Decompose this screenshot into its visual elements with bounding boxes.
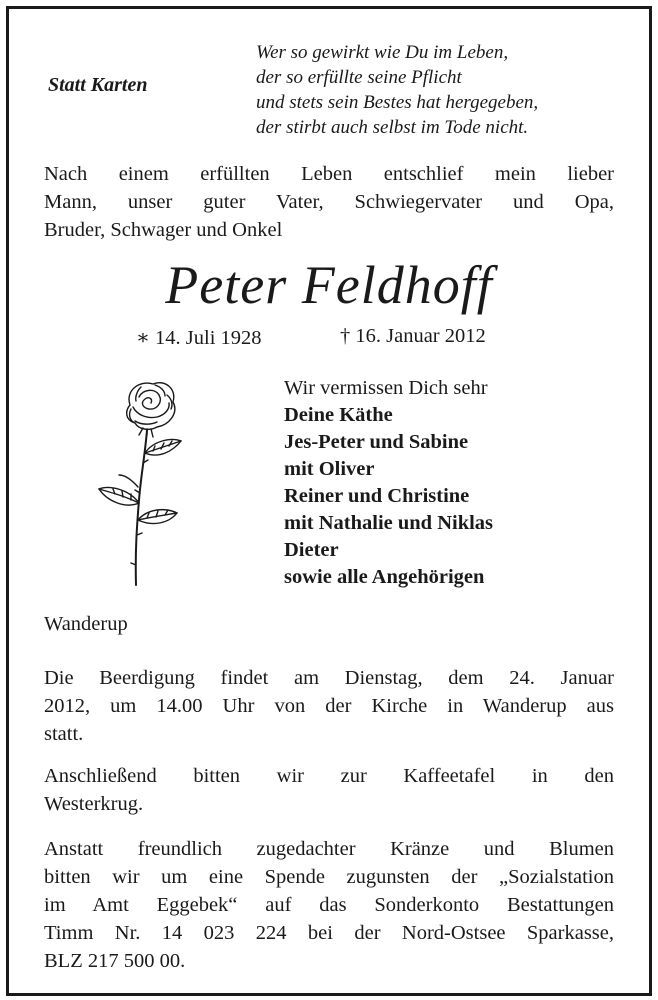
paragraph-line: Timm Nr. 14 023 224 bei der Nord-Ostsee Sparkasse,: [44, 922, 614, 944]
poem-line: Wer so gewirkt wie Du im Leben,: [256, 42, 509, 63]
poem-line: der so erfüllte seine Pflicht: [256, 67, 462, 88]
mourner-name: sowie alle Angehörigen: [284, 566, 485, 588]
paragraph-line: bitten wir um eine Spende zugunsten der „Sozialstation: [44, 866, 614, 888]
intro-text: [44, 160, 614, 244]
paragraph-line: im Amt Eggebek“ auf das Sonderkonto Bestattungen: [44, 894, 614, 916]
place-name: Wanderup: [44, 613, 128, 635]
mourner-name: mit Nathalie und Niklas: [284, 512, 494, 534]
paragraph-line: Anschließend bitten wir zur Kaffeetafel in den: [44, 765, 614, 787]
poem: [256, 40, 538, 140]
coffee-paragraph: [44, 762, 614, 818]
poem-line: der stirbt auch selbst im Tode nicht.: [256, 117, 529, 138]
donation-paragraph: [44, 835, 614, 975]
intro-line: Bruder, Schwager und Onkel: [44, 219, 283, 241]
mourner-name: Deine Käthe: [284, 404, 393, 426]
death-date: † 16. Januar 2012: [340, 325, 486, 347]
intro-line: Mann, unser guter Vater, Schwiegervater und Opa,: [44, 191, 614, 213]
mourner-name: Reiner und Christine: [284, 485, 470, 507]
paragraph-line: Anstatt freundlich zugedachter Kränze und Blumen: [44, 838, 614, 860]
mourners-list: [284, 375, 493, 591]
paragraph-line: statt.: [44, 723, 84, 745]
deceased-name: Peter Feldhoff: [165, 255, 493, 315]
funeral-paragraph: [44, 664, 614, 748]
paragraph-line: Die Beerdigung findet am Dienstag, dem 24. Januar: [44, 667, 614, 689]
mourner-name: mit Oliver: [284, 458, 375, 480]
paragraph-line: Westerkrug.: [44, 793, 144, 815]
statt-karten-label: Statt Karten: [48, 74, 148, 96]
poem-line: und stets sein Bestes hat hergegeben,: [256, 92, 539, 113]
birth-date: ∗ 14. Juli 1928: [136, 327, 262, 349]
mourner-name: Dieter: [284, 539, 339, 561]
paragraph-line: 2012, um 14.00 Uhr von der Kirche in Wanderup aus: [44, 695, 614, 717]
rose-icon: [95, 375, 195, 595]
mourner-name: Jes-Peter und Sabine: [284, 431, 469, 453]
intro-line: Nach einem erfüllten Leben entschlief mein lieber: [44, 163, 614, 185]
paragraph-line: BLZ 217 500 00.: [44, 950, 186, 972]
mourners-lead: Wir vermissen Dich sehr: [284, 377, 488, 399]
